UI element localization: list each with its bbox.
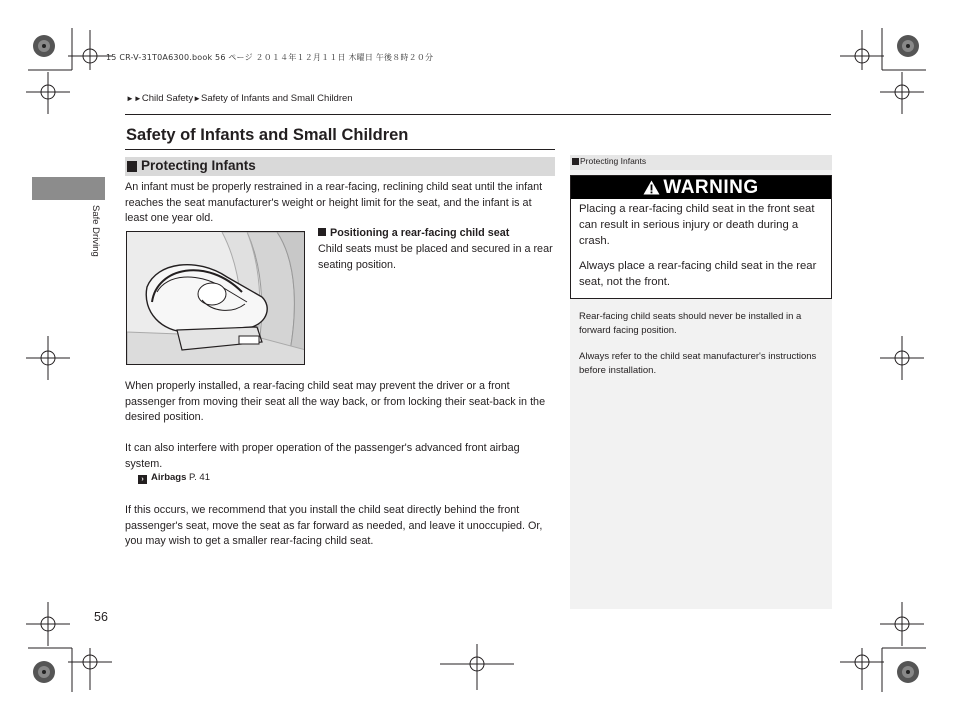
section-title: Safety of Infants and Small Children xyxy=(126,126,409,144)
print-header: 15 CR-V-31T0A6300.book 56 ページ ２０１４年１２月１１日 木曜日 午後８時２０分 xyxy=(106,53,434,62)
header-rule xyxy=(125,114,831,115)
positioning-body: Child seats must be placed and secured in a rear seating position. xyxy=(318,243,553,271)
note-manufacturer-instructions: Always refer to the child seat manufacturer's instructions before installation. xyxy=(579,351,817,376)
positioning-heading-text: Positioning a rear-facing child seat xyxy=(330,227,510,239)
child-seat-drawing xyxy=(127,232,305,365)
positioning-heading xyxy=(318,227,509,239)
breadcrumb xyxy=(126,93,353,104)
xref-page: P. 41 xyxy=(189,472,210,483)
paragraph-seat-movement: When properly installed, a rear-facing child seat may prevent the driver or a front passenger from moving their seat all the way back, or from locking their seat-back in the desired position. xyxy=(125,380,546,423)
warning-title-text: WARNING xyxy=(663,177,759,198)
chapter-label: Safe Driving xyxy=(90,205,101,257)
paragraph-recommendation: If this occurs, we recommend that you install the child seat directly behind the front passenger's seat, move the seat as far forward as needed, and leave it unoccupied. Or, you may wish to get a smaller rear-facing child seat. xyxy=(125,504,543,547)
warning-text-front-seat: Placing a rear-facing child seat in the front seat can result in serious injury or death during a crash. xyxy=(579,203,815,247)
warning-text-rear-seat: Always place a rear-facing child seat in the rear seat, not the front. xyxy=(579,260,817,288)
rear-facing-child-seat-illustration xyxy=(126,231,305,365)
airbags-cross-reference[interactable] xyxy=(138,472,210,484)
chapter-tab xyxy=(32,177,105,200)
xref-label: Airbags xyxy=(151,472,187,483)
cross-reference-icon: › xyxy=(138,475,147,484)
page-number: 56 xyxy=(94,610,108,624)
title-rule xyxy=(125,149,555,150)
paragraph-airbag-interference: It can also interfere with proper operation of the passenger's advanced front airbag system. xyxy=(125,442,520,470)
warning-title xyxy=(571,176,831,199)
note-rear-facing: Rear-facing child seats should never be installed in a forward facing position. xyxy=(579,311,802,336)
breadcrumb-arrows: ►► xyxy=(126,94,142,103)
warning-triangle-icon xyxy=(643,180,660,195)
heading-square-icon xyxy=(318,228,326,236)
subsection-title: Protecting Infants xyxy=(141,158,256,173)
reference-marker-icon xyxy=(572,158,579,165)
breadcrumb-item-current: Safety of Infants and Small Children xyxy=(201,93,353,104)
breadcrumb-separator: ► xyxy=(193,94,201,103)
breadcrumb-item-child-safety[interactable]: Child Safety xyxy=(141,93,194,104)
heading-square-icon xyxy=(127,161,137,172)
subsection-heading xyxy=(125,157,555,176)
paragraph-infant-restraint: An infant must be properly restrained in a rear-facing, reclining child seat until the infant reaches the seat manufacturer's weight or height limit for the seat, and the infant is at least one year old. xyxy=(125,181,543,224)
side-panel-header-text: Protecting Infants xyxy=(580,156,647,166)
side-panel-header xyxy=(570,155,832,170)
